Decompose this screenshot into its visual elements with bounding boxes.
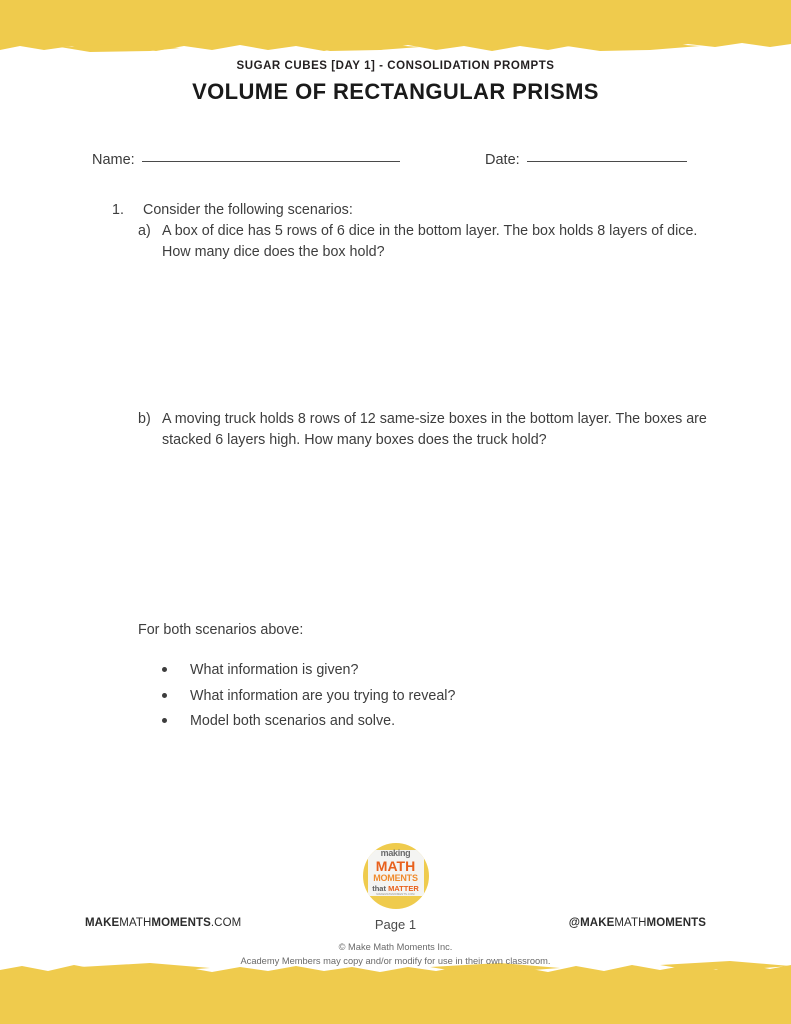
footer-website-part4: .COM: [210, 917, 242, 929]
page-title: VOLUME OF RECTANGULAR PRISMS: [192, 79, 599, 105]
header-kicker: SUGAR CUBES [DAY 1] - CONSOLIDATION PROMPTS: [236, 60, 555, 72]
footer-handle-part1: @MAKE: [568, 917, 615, 929]
footer-website-part1: MAKE: [85, 917, 120, 929]
top-banner: [0, 0, 791, 62]
document-header: [0, 58, 791, 107]
prompt-bullet-list: [0, 660, 791, 732]
logo-that-text: that: [372, 883, 389, 893]
question-stem: Consider the following scenarios:: [143, 202, 353, 218]
logo-line-that-matter: [372, 885, 419, 893]
brand-logo-wrapper: [0, 843, 791, 909]
logo-inner-panel: [368, 850, 424, 896]
list-item: [0, 686, 791, 707]
make-math-moments-logo: [363, 843, 429, 909]
question-part-b: [0, 409, 791, 451]
answer-space-a[interactable]: [0, 263, 791, 409]
footer-social-handle[interactable]: [569, 917, 706, 929]
part-b-text: A moving truck holds 8 rows of 12 same-size boxes in the bottom layer. The boxes are stacked 6 layers high. How many boxes does the truck hold?: [162, 411, 707, 449]
question-1: [0, 200, 791, 221]
list-item: [0, 711, 791, 732]
date-label: Date:: [485, 152, 520, 168]
part-a-text: A box of dice has 5 rows of 6 dice in the bottom layer. The box holds 8 layers of dice. How many dice does the box hold?: [162, 223, 698, 261]
name-input-line[interactable]: [142, 161, 400, 162]
footer-website-part2: MATH: [119, 917, 152, 929]
bullet-icon: [162, 667, 167, 672]
answer-space-b[interactable]: [0, 452, 791, 620]
name-field[interactable]: [92, 152, 400, 168]
copyright-block: [0, 941, 791, 969]
logo-line-making: making: [380, 848, 411, 859]
part-b-marker: b): [138, 411, 151, 428]
logo-line-math: MATH: [375, 858, 416, 875]
top-banner-shape: [0, 0, 791, 62]
copyright-line-2: Academy Members may copy and/or modify for use in their own classroom.: [240, 955, 551, 966]
bullet-icon: [162, 693, 167, 698]
logo-matter-text: MATTER: [388, 883, 419, 893]
date-field[interactable]: [485, 152, 687, 168]
footer-handle-part3: MOMENTS: [646, 917, 706, 929]
name-date-row: [0, 152, 791, 176]
bullet-text: What information is given?: [190, 661, 359, 678]
footer-website-part3: MOMENTS: [151, 917, 211, 929]
logo-line-url: MAKEMATHMOMENTS.COM: [376, 892, 415, 896]
bullet-icon: [162, 718, 167, 723]
part-a-marker: a): [138, 223, 151, 240]
copyright-line-1: © Make Math Moments Inc.: [338, 942, 453, 952]
bullet-text: Model both scenarios and solve.: [190, 713, 396, 730]
bullet-text: What information are you trying to reveal?: [190, 687, 456, 704]
prompts-lead: For both scenarios above:: [138, 621, 304, 638]
logo-line-moments: MOMENTS: [373, 873, 418, 884]
worksheet-body: [0, 200, 791, 737]
page-number: Page 1: [374, 917, 417, 932]
name-label: Name:: [92, 152, 135, 168]
question-number: 1.: [112, 202, 124, 218]
question-part-a: [0, 221, 791, 263]
date-input-line[interactable]: [527, 161, 687, 162]
list-item: [0, 660, 791, 681]
footer-handle-part2: MATH: [614, 917, 647, 929]
